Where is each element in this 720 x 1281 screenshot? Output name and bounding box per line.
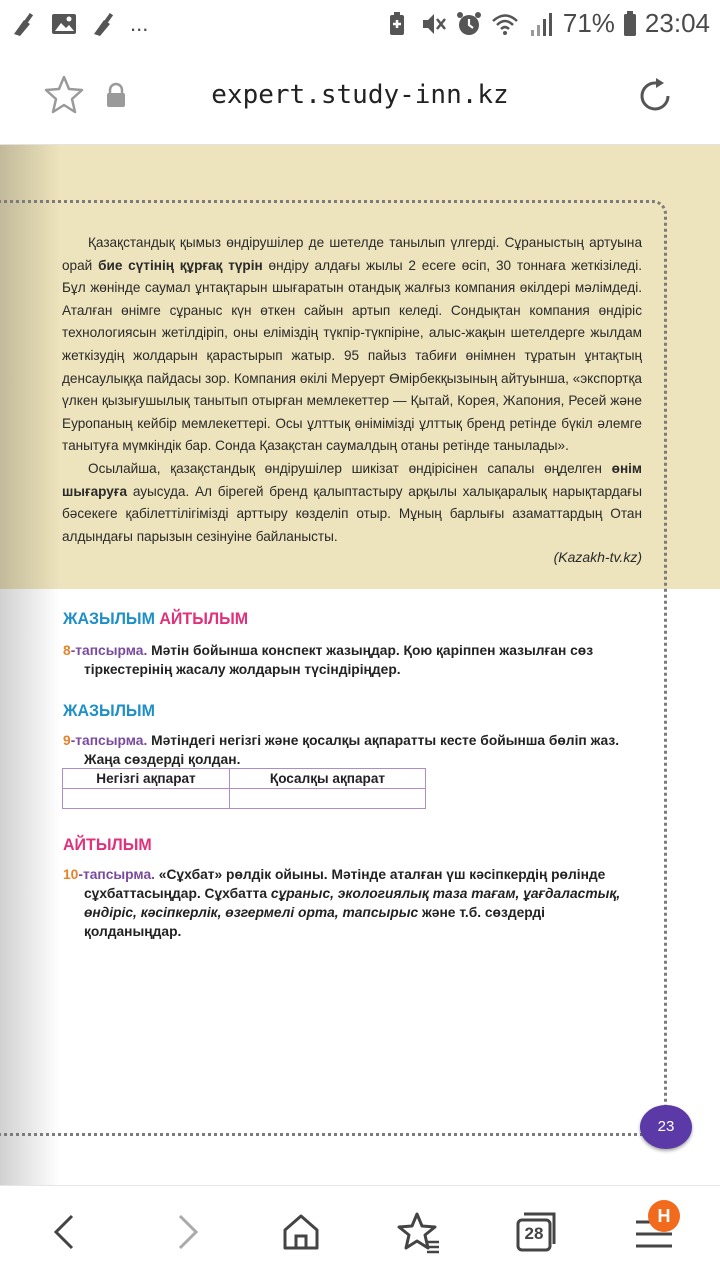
table-row — [63, 769, 426, 789]
task-9-label: -тапсырма. — [70, 733, 148, 748]
task-8-line-1: Мәтін бойынша конспект жазыңдар. Қою қаріппен жазылған сөз — [147, 643, 594, 658]
task-9-line-1: Мәтіндегі негізгі және қосалқы ақпаратты кесте бойынша бөліп жаз. — [147, 733, 620, 748]
p2-text-b: ауысуда. Ал бірегей бренд қалыптастыру арқылы халықаралық нарықтардағы бәсекеге қабілеттілігімізді арттыру көзделіп отыр. Мұның барлығы азаматтардың Отан алдындағы парызын сезінуіне байланысты. — [62, 483, 642, 544]
battery-saver-icon — [383, 10, 411, 38]
table-row — [63, 789, 426, 809]
info-table — [62, 768, 426, 809]
p1-text-b: өндіру алдағы жылы 2 есеге өсіп, 30 тоннаға жеткізіледі. Бұл жөнінде саумал ұнтақтарын шығаратын отандық жалғыз компания өкілдері мәлімдеді. Аталған өнімге сұраныс күн өткен сайын артып келеді. Сондықтан компания өндіріс технологиясын жетілдіріп, оны еліміздің түкпір-түкпіріне, алыс-жақын шетелдерге жылдам жеткізудің жолдарын қарастырып жатыр. 95 пайыз табиғи өнімнен тұратын ұнтақтың денсаулыққа пайдасы зор. Компания өкілі Меруерт Өмірбекқызының айтуынша, «экспортқа үлкен қызығушылық танытып отырған мемлекеттер — Қытай, Корея, Жапония, Ресей және Еуропаның кейбір мемлекеттері. Осы ұлттық өнімімізді ұлттық бренд ретінде бүкіл әлемге танытуға мүмкіндік бар. Сонда Қазақстан саумалдың отаны ретінде танылады». — [62, 257, 642, 454]
task-10-line-3-text: және т.б. сөздерді қолданыңдар. — [84, 905, 545, 939]
section-heading-3 — [63, 837, 152, 856]
battery-percent: 71% — [562, 8, 615, 38]
url-text[interactable]: expert.study-inn.kz — [211, 80, 509, 110]
p1-text-a: Қазақстандық қымыз өндірушілер де шетелде танылып үлгерді. Сұраныстың артуына орай — [62, 235, 642, 273]
passage-source: (Kazakh-tv.kz) — [553, 549, 642, 565]
task-10-line-3-italic: өндіріс, кәсіпкерлік, өзгермелі орта, тапсырыс — [84, 905, 419, 920]
heading-writing-2: ЖАЗЫЛЫМ — [63, 702, 155, 721]
page-number-badge: 23 — [640, 1105, 692, 1149]
reload-icon[interactable] — [636, 76, 676, 116]
task-10-line-2-text: сұхбаттасыңдар. Сұхбатта — [84, 886, 271, 901]
task-8-number: 8 — [63, 643, 71, 658]
menu-notification-badge: H — [648, 1200, 680, 1232]
more-notifications: ... — [130, 11, 149, 36]
table-header-main: Негізгі ақпарат — [63, 769, 230, 789]
wifi-icon — [491, 10, 519, 38]
bookmarks-star-icon[interactable] — [395, 1208, 443, 1256]
heading-speaking-2: АЙТЫЛЫМ — [63, 836, 152, 855]
table-header-secondary: Қосалқы ақпарат — [230, 769, 426, 789]
browser-address-bar — [0, 52, 720, 145]
browser-bottom-bar — [0, 1185, 720, 1281]
table-cell — [230, 789, 426, 809]
signal-icon — [527, 10, 555, 38]
reading-passage — [62, 232, 642, 548]
task-8-label: -тапсырма. — [70, 643, 148, 658]
task-9 — [63, 731, 638, 769]
status-bar — [0, 0, 720, 52]
tabs-button[interactable] — [512, 1208, 560, 1256]
mute-icon — [419, 10, 447, 38]
task-10-number: 10 — [63, 867, 79, 882]
passage-paragraph-1 — [62, 232, 642, 458]
section-heading-2 — [63, 703, 155, 722]
back-arrow-icon[interactable] — [42, 1208, 90, 1256]
task-10-label: -тапсырма. — [78, 867, 155, 882]
broom-notification-icon — [10, 10, 38, 38]
alarm-icon — [455, 10, 483, 38]
section-heading-1 — [63, 611, 248, 630]
table-cell — [63, 789, 230, 809]
clock: 23:04 — [644, 8, 710, 38]
task-8-line-2: тіркестерінің жасалу жолдарын түсіндіріңдер. — [84, 662, 401, 677]
task-10-line-3 — [63, 903, 638, 941]
task-9-number: 9 — [63, 733, 71, 748]
passage-paragraph-2 — [62, 458, 642, 548]
p2-text-a: Осылайша, қазақстандық өндірушілер шикізат өндірісінен сапалы өңделген — [88, 460, 612, 476]
task-10 — [63, 865, 638, 941]
home-icon[interactable] — [277, 1208, 325, 1256]
tabs-count: 28 — [524, 1224, 544, 1243]
task-10-line-1: «Сұхбат» рөлдік ойыны. Мәтінде аталған үш кәсіпкердің рөлінде — [154, 867, 606, 882]
task-8 — [63, 641, 638, 679]
task-10-line-2 — [63, 884, 638, 903]
p1-bold-phrase: бие сүтінің құрғақ түрін — [98, 257, 263, 273]
p2-bold-phrase: өнім шығаруға — [62, 460, 642, 499]
task-9-line-2: Жаңа сөздерді қолдан. — [84, 752, 241, 767]
image-notification-icon — [50, 10, 78, 38]
broom-notification-icon-2 — [90, 10, 118, 38]
textbook-page[interactable] — [0, 145, 720, 1185]
forward-arrow-icon[interactable] — [162, 1208, 210, 1256]
heading-speaking: АЙТЫЛЫМ — [159, 610, 249, 629]
task-10-line-2-italic: сұраныс, экологиялық таза тағам, ұағдаластық, — [270, 886, 621, 901]
heading-writing: ЖАЗЫЛЫМ — [63, 610, 155, 629]
battery-icon — [623, 11, 637, 37]
